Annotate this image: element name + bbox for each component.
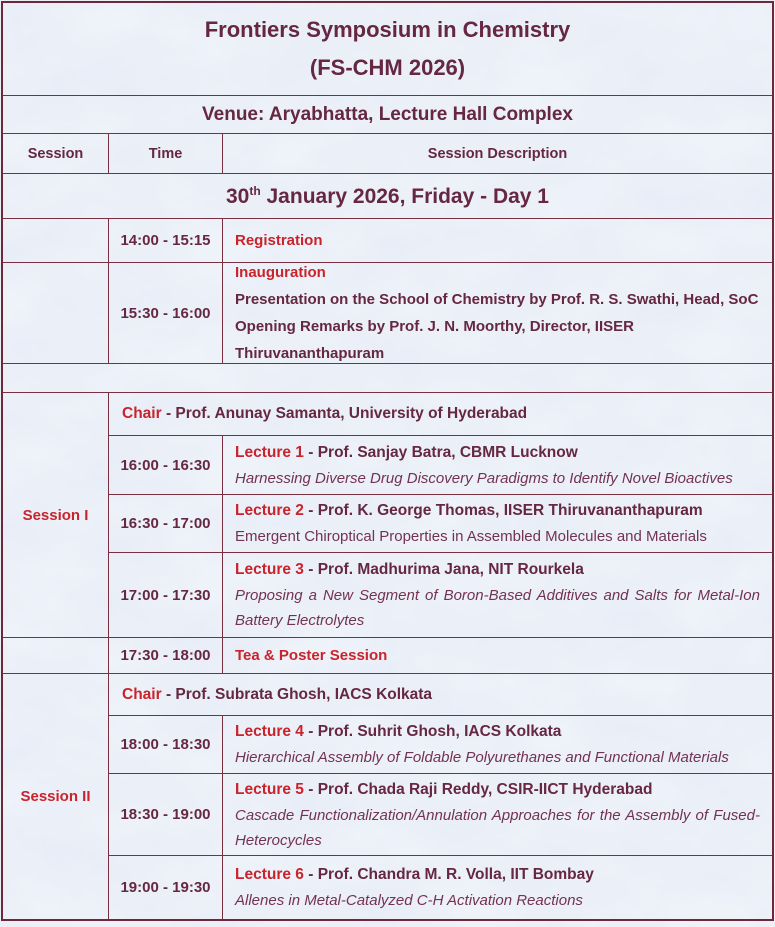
session2-chair-label: Chair	[122, 685, 162, 703]
lecture5-label: Lecture 5	[235, 780, 304, 798]
lecture5-speaker: - Prof. Chada Raji Reddy, CSIR-IICT Hyderabad	[308, 780, 653, 798]
lecture3-heading	[235, 557, 760, 583]
lecture6-speaker: - Prof. Chandra M. R. Volla, IIT Bombay	[308, 866, 594, 883]
day1-banner	[3, 174, 772, 219]
lecture2-title: Emergent Chiroptical Properties in Assembled Molecules and Materials	[235, 528, 707, 545]
session2-label-cell	[3, 674, 109, 919]
tea-break-row	[3, 638, 772, 674]
lecture3-title: Proposing a New Segment of Boron-Based Additives and Salts for Metal-Ion Battery Electrolytes	[235, 587, 760, 629]
session2-label: Session II	[20, 788, 91, 805]
venue-text: Venue: Aryabhatta, Lecture Hall Complex	[202, 103, 573, 125]
day1-date-number: 30	[225, 184, 250, 208]
inauguration-row	[3, 263, 772, 364]
schedule-table	[1, 1, 774, 921]
lecture5-heading	[235, 777, 760, 803]
symposium-title-row	[3, 3, 772, 96]
session2-chair-row	[109, 674, 772, 716]
lecture5-time: 18:30 - 19:00	[109, 774, 223, 855]
lecture2-label: Lecture 2	[235, 502, 304, 519]
lecture1-speaker: - Prof. Sanjay Batra, CBMR Lucknow	[308, 443, 578, 461]
lecture2-description	[223, 495, 772, 552]
tea-break-time: 17:30 - 18:00	[109, 638, 223, 673]
tea-break-session-cell	[3, 638, 109, 673]
lecture6-time: 19:00 - 19:30	[109, 856, 223, 919]
inauguration-line2: Opening Remarks by Prof. J. N. Moorthy, Director, IISER Thiruvananthapuram	[235, 318, 634, 362]
lecture6-heading	[235, 862, 760, 888]
session1-chair-name: - Prof. Anunay Samanta, University of Hyderabad	[165, 405, 528, 422]
inauguration-description	[223, 263, 772, 363]
lecture4-label: Lecture 4	[235, 723, 304, 740]
day1-date-rest: January 2026, Friday - Day 1	[260, 184, 549, 208]
session1-group	[3, 393, 772, 638]
column-header-row	[3, 134, 772, 174]
session1-label-cell	[3, 393, 109, 637]
column-header-description: Session Description	[427, 145, 568, 162]
lecture5-title: Cascade Functionalization/Annulation Approaches for the Assembly of Fused-Heterocycles	[235, 806, 760, 849]
column-header-time: Time	[109, 134, 223, 173]
session2-group	[3, 674, 772, 919]
day1-date-ordinal: th	[249, 183, 261, 198]
lecture4-row	[109, 716, 772, 774]
spacer-row	[3, 364, 772, 393]
lecture6-description	[223, 856, 772, 919]
lecture3-row	[109, 553, 772, 637]
lecture6-title: Allenes in Metal-Catalyzed C-H Activation Reactions	[235, 892, 583, 909]
session1-chair-row	[109, 393, 772, 436]
lecture1-time: 16:00 - 16:30	[109, 436, 223, 494]
inauguration-session-cell	[3, 263, 109, 363]
registration-session-cell	[3, 219, 109, 262]
lecture5-row	[109, 774, 772, 856]
lecture4-time: 18:00 - 18:30	[109, 716, 223, 773]
tea-break-title: Tea & Poster Session	[235, 647, 388, 664]
lecture2-speaker: - Prof. K. George Thomas, IISER Thiruvananthapuram	[308, 502, 703, 519]
session1-rows	[109, 393, 772, 637]
inauguration-time: 15:30 - 16:00	[109, 263, 223, 363]
inauguration-title: Inauguration	[235, 264, 326, 281]
registration-title: Registration	[235, 232, 323, 249]
lecture3-label: Lecture 3	[235, 561, 304, 578]
session2-rows	[109, 674, 772, 919]
lecture6-row	[109, 856, 772, 919]
symposium-title: Frontiers Symposium in Chemistry	[204, 17, 571, 42]
lecture3-speaker: - Prof. Madhurima Jana, NIT Rourkela	[308, 561, 584, 578]
lecture2-row	[109, 495, 772, 553]
lecture1-description	[223, 436, 772, 494]
lecture4-description	[223, 716, 772, 773]
day1-date	[226, 184, 549, 209]
lecture2-heading	[235, 498, 760, 524]
session1-chair-label: Chair	[122, 405, 162, 422]
column-header-session: Session	[3, 134, 109, 173]
lecture4-title: Hierarchical Assembly of Foldable Polyurethanes and Functional Materials	[235, 749, 729, 766]
lecture4-speaker: - Prof. Suhrit Ghosh, IACS Kolkata	[308, 723, 562, 740]
session1-label: Session I	[22, 506, 89, 524]
registration-time: 14:00 - 15:15	[109, 219, 223, 262]
registration-row	[3, 219, 772, 263]
registration-description	[223, 219, 772, 262]
venue-row	[3, 96, 772, 134]
lecture3-description	[223, 553, 772, 637]
lecture3-time: 17:00 - 17:30	[109, 553, 223, 637]
lecture4-heading	[235, 719, 760, 745]
lecture5-description	[223, 774, 772, 855]
session2-chair-name: - Prof. Subrata Ghosh, IACS Kolkata	[165, 685, 433, 703]
lecture6-label: Lecture 6	[235, 866, 304, 883]
lecture2-time: 16:30 - 17:00	[109, 495, 223, 552]
inauguration-line1: Presentation on the School of Chemistry by Prof. R. S. Swathi, Head, SoC	[235, 291, 759, 308]
lecture1-title: Harnessing Diverse Drug Discovery Paradigms to Identify Novel Bioactives	[235, 469, 733, 487]
symposium-subtitle: (FS-CHM 2026)	[309, 55, 466, 80]
tea-break-description	[223, 638, 772, 673]
lecture1-row	[109, 436, 772, 495]
lecture1-heading	[235, 440, 760, 466]
lecture1-label: Lecture 1	[235, 443, 304, 461]
